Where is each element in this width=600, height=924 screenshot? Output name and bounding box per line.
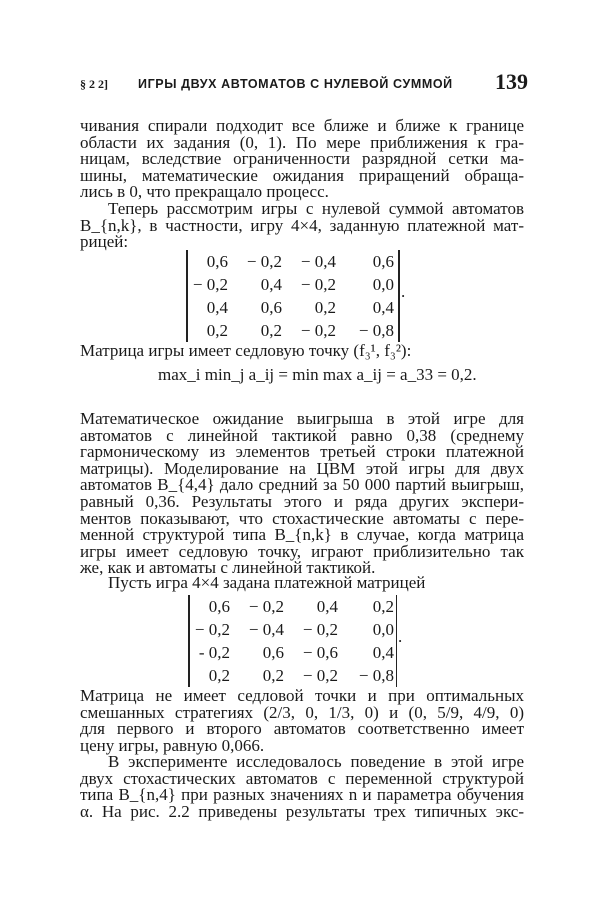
matrix-period: . bbox=[398, 627, 403, 646]
text-line: Теперь рассмотрим игры с нулевой суммой автоматов bbox=[108, 199, 524, 218]
text-line: шины, математические ожидания приращений обраща- bbox=[80, 165, 524, 185]
payoff-matrix-2: 0,6 − 0,2 0,4 0,2 − 0,2 − 0,4 − 0,2 0,0 - 0,2 0,6 − 0,6 0,4 0,2 0,2 − 0,2 − 0,8 bbox=[188, 595, 397, 687]
text-line: матрицы). Моделирование на ЦВМ этой игры для двух bbox=[80, 458, 524, 478]
running-title: ИГРЫ ДВУХ АВТОМАТОВ С НУЛЕВОЙ СУММОЙ bbox=[138, 77, 453, 91]
text-line: лись в 0, что прекращало процесс. bbox=[80, 182, 329, 202]
text-line: ментов показывают, что стохастические автоматы с пере- bbox=[80, 508, 524, 528]
running-header bbox=[80, 69, 528, 97]
text-line: Матрица не имеет седловой точки и при оптимальных bbox=[80, 686, 524, 705]
paragraph-4 bbox=[80, 575, 524, 592]
paragraph-1 bbox=[80, 118, 524, 201]
paragraph-2 bbox=[80, 201, 524, 251]
text-line: автоматов с линейной тактикой равно 0,38 (среднему bbox=[80, 425, 524, 445]
text-line: типа B_{n,4} при разных значениях n и параметра обучения bbox=[80, 785, 524, 805]
paragraph-3 bbox=[80, 411, 524, 577]
text-line: цену игры, равную 0,066. bbox=[80, 735, 265, 755]
text-line: игры имеет седловую точку, играют приблизительно так bbox=[80, 541, 524, 561]
text-line: B_{n,k}, в частности, игру 4×4, заданную платежной мат- bbox=[80, 215, 524, 235]
text-line: двух стохастических автоматов с переменной структурой bbox=[80, 768, 524, 788]
text-line: α. На рис. 2.2 приведены результаты трех типичных экс- bbox=[80, 801, 524, 821]
paragraph-6 bbox=[80, 754, 524, 820]
matrix-period: . bbox=[401, 282, 406, 301]
text-line: В эксперименте исследовалось поведение в этой игре bbox=[108, 752, 524, 771]
text-line: рицей: bbox=[80, 232, 129, 252]
text-line: равный 0,36. Результаты этого и ряда других экспери- bbox=[80, 491, 524, 511]
text-line: области их задания (0, 1). По мере приближения к гра- bbox=[80, 132, 524, 152]
text-line: менной структурой типа B_{n,k} в случае, когда матрица bbox=[80, 525, 524, 545]
text-line: для первого и второго автоматов соответственно имеет bbox=[80, 719, 524, 739]
text-line: чивания спирали подходит все ближе и ближе к границе bbox=[80, 116, 524, 135]
section-number: § 2 2] bbox=[80, 77, 108, 91]
text-line: Математическое ожидание выигрыша в этой игре для bbox=[80, 409, 524, 428]
text-line: смешанных стратегиях (2/3, 0, 1/3, 0) и (0, 5/9, 4/9, 0) bbox=[80, 702, 524, 722]
text-line: ницам, вследствие ограниченности разрядной сетки ма- bbox=[80, 149, 524, 169]
text-line: Пусть игра 4×4 задана платежной матрицей bbox=[108, 573, 426, 592]
text-line: автоматов B_{4,4} дало средний за 50 000 партий выигрыш, bbox=[80, 475, 524, 495]
text-line: же, как и автоматы с линейной тактикой. bbox=[80, 558, 376, 578]
text-line: гармоническому из элементов третьей строки платежной bbox=[80, 442, 524, 462]
paragraph-5 bbox=[80, 688, 524, 754]
payoff-matrix-1: 0,6 − 0,2 − 0,4 0,6 − 0,2 0,4 − 0,2 0,0 0,4 0,6 0,2 0,4 0,2 0,2 − 0,2 − 0,8 bbox=[186, 250, 400, 342]
page-number: 139 bbox=[495, 69, 528, 94]
text-line: Матрица игры имеет седловую точку (f₃¹, f₃²): bbox=[80, 341, 412, 360]
minimax-equation: max_i min_j a_ij = min max a_ij = a_33 = 0,2. bbox=[158, 365, 477, 384]
saddle-point-line bbox=[80, 343, 524, 360]
